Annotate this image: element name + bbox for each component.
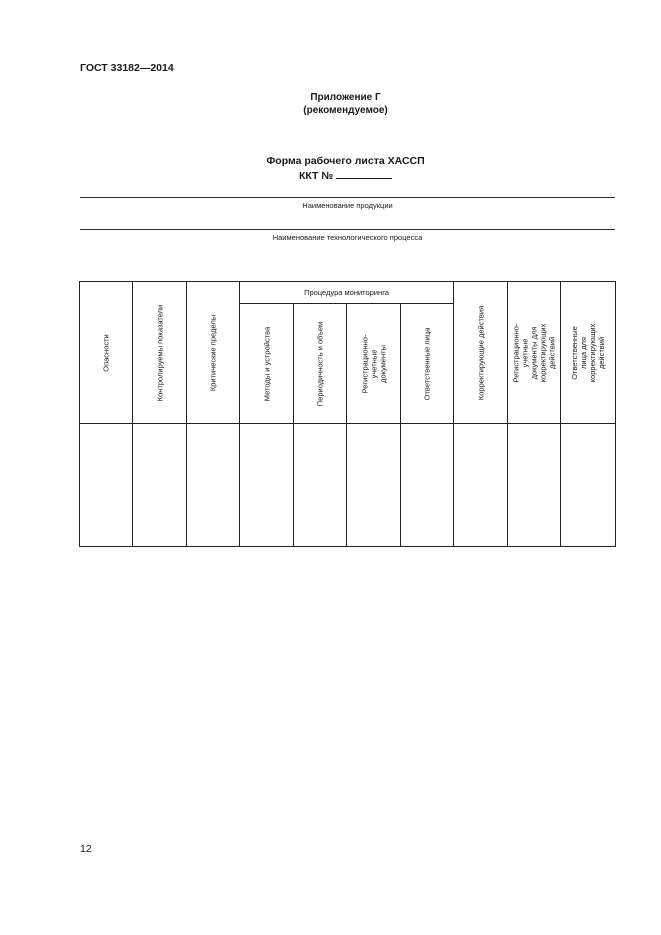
cell-corrective-records[interactable] <box>508 424 561 547</box>
product-name-line[interactable] <box>80 197 615 198</box>
page-number: 12 <box>80 843 92 855</box>
cell-corrective-actions[interactable] <box>454 424 508 547</box>
cell-frequency[interactable] <box>294 424 347 547</box>
header-methods: Методы и устройства <box>240 304 294 424</box>
appendix-subtitle: (рекомендуемое) <box>303 105 388 116</box>
document-header: ГОСТ 33182—2014 <box>80 62 174 74</box>
header-corrective-records: Регистрационно- учетные документы для корректирующих действий <box>508 282 561 424</box>
cell-corrective-responsible[interactable] <box>561 424 616 547</box>
cell-methods[interactable] <box>240 424 294 547</box>
process-name-caption: Наименование технологического процесса <box>272 233 423 242</box>
appendix-heading <box>0 91 661 117</box>
header-frequency: Периодичность и объем <box>294 304 347 424</box>
cell-critical-limits[interactable] <box>187 424 240 547</box>
header-hazards: Опасности <box>80 282 133 424</box>
cell-records[interactable] <box>347 424 401 547</box>
kkt-number-blank[interactable] <box>336 168 392 179</box>
process-name-line[interactable] <box>80 229 615 230</box>
form-title: Форма рабочего листа ХАССП <box>266 155 425 167</box>
header-responsible: Ответственные лица <box>401 304 454 424</box>
cell-responsible[interactable] <box>401 424 454 547</box>
header-controlled-parameters: Контролируемы показатели <box>133 282 187 424</box>
haccp-worksheet-table <box>79 281 616 547</box>
kkt-line <box>30 168 661 183</box>
header-records: Регистрационно-учетные документы <box>347 304 401 424</box>
form-heading <box>0 154 661 183</box>
kkt-label: ККТ № <box>298 170 334 182</box>
header-critical-limits: Критические пределы <box>187 282 240 424</box>
header-corrective-responsible: Ответственные лица для корректирующих действий <box>561 282 616 424</box>
header-corrective-actions: Корректирующие действия <box>454 282 508 424</box>
appendix-title: Приложение Г <box>310 92 381 103</box>
product-name-caption: Наименование продукции <box>302 201 393 210</box>
cell-controlled-parameters[interactable] <box>133 424 187 547</box>
cell-hazards[interactable] <box>80 424 133 547</box>
header-monitoring-procedure: Процедура мониторинга <box>240 282 454 304</box>
